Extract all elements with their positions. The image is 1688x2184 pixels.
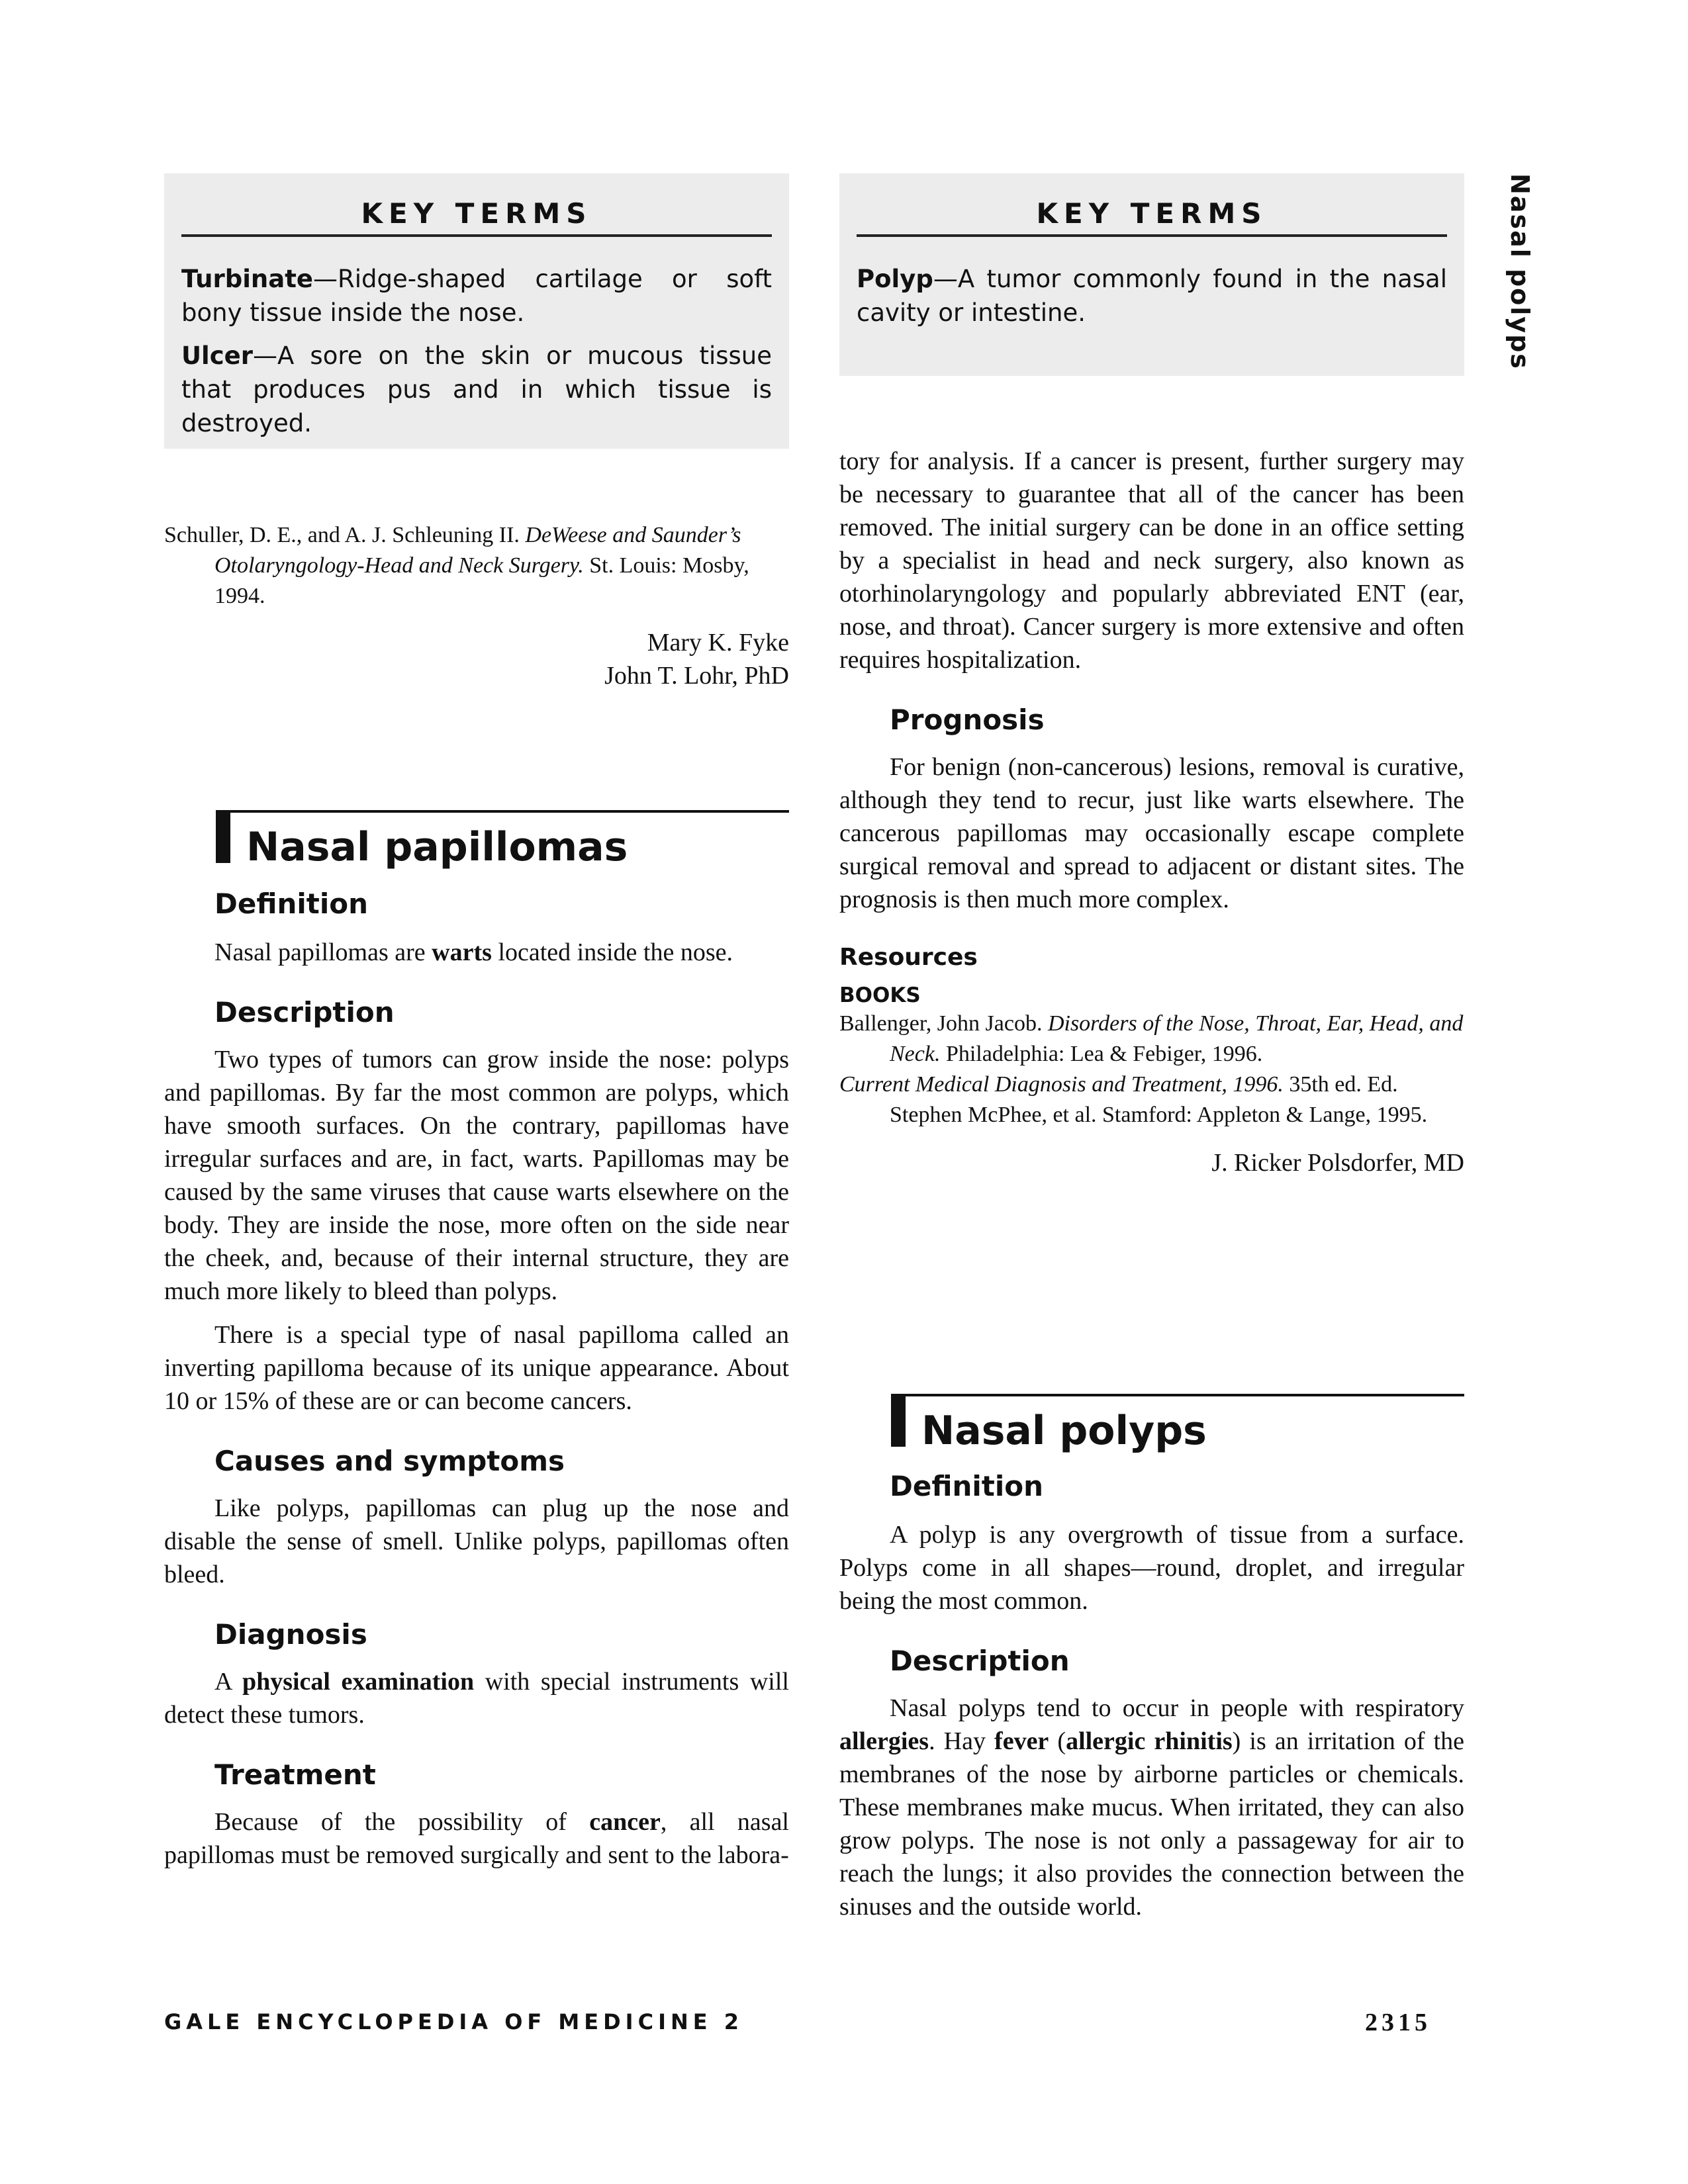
papillomas-body bbox=[164, 887, 789, 1872]
treatment-text: Because of the possibility of cancer, all nasal papillomas must be removed surgically and sent to the labora- bbox=[164, 1808, 789, 1869]
side-tab: Nasal polyps bbox=[1505, 173, 1534, 370]
book-ballenger: Ballenger, John Jacob. Disorders of the Nose, Throat, Ear, Head, and Neck. Philadelphia: Lea & Febiger, 1996. bbox=[839, 1011, 1464, 1066]
entry-title: Nasal papillomas bbox=[246, 824, 628, 870]
entry-title: Nasal polyps bbox=[921, 1408, 1207, 1454]
definition-text: Nasal papillomas are warts located inside the nose. bbox=[214, 938, 733, 966]
definition-heading: Definition bbox=[890, 1470, 1044, 1502]
book-current-medical: Current Medical Diagnosis and Treatment, 1996. 35th ed. Ed. Stephen McPhee, et al. Stamford: Appleton & Lange, 1995. bbox=[839, 1072, 1428, 1127]
treatment-continued: tory for analysis. If a cancer is present, further surgery may be necessary to guarantee that all of the cancer has been removed. The initial surgery can be done in an office setting by a specialist in head and neck surgery, also known as otorhinolaryngology and popularly abbreviated ENT (ear, nose, and throat). Cancer surgery is more extensive and often requires hospitalization. bbox=[839, 447, 1464, 674]
signature-1: Mary K. Fyke bbox=[647, 629, 789, 657]
key-terms-title: KEY TERMS bbox=[857, 200, 1447, 237]
treatment-heading: Treatment bbox=[214, 1758, 376, 1791]
definition-text: A polyp is any overgrowth of tissue from a surface. Polyps come in all shapes—round, droplet, and irregular being the most common. bbox=[839, 1521, 1464, 1615]
key-terms-box-right bbox=[839, 173, 1464, 376]
definition-heading: Definition bbox=[214, 887, 369, 920]
entry-header-polyps bbox=[891, 1394, 1464, 1460]
key-terms-title: KEY TERMS bbox=[181, 200, 772, 237]
books-heading: BOOKS bbox=[839, 983, 921, 1007]
description-text: Nasal polyps tend to occur in people with respiratory allergies. Hay fever (allergic rhinitis) is an irritation of the membranes of the nose by airborne particles or chemicals. These membranes make mucus. When irritated, they can also grow polyps. The nose is not only a passageway for air to reach the lungs; it also provides the connection between the sinuses and the outside world. bbox=[839, 1694, 1464, 1921]
prognosis-text: For benign (non-cancerous) lesions, removal is curative, although they tend to recur, just like warts elsewhere. The cancerous papillomas may occasionally escape complete surgical removal and spread to adjacent or distant sites. The prognosis is then much more complex. bbox=[839, 753, 1464, 913]
resources-heading: Resources bbox=[839, 944, 978, 971]
description-paragraph-2: There is a special type of nasal papilloma called an inverting papilloma because of its unique appearance. About 10 or 15% of these are or can become cancers. bbox=[164, 1321, 789, 1415]
diagnosis-heading: Diagnosis bbox=[214, 1618, 367, 1651]
key-term-turbinate: Turbinate—Ridge-shaped cartilage or soft bony tissue inside the nose. bbox=[181, 265, 772, 327]
reference-schuller: Schuller, D. E., and A. J. Schleuning II. DeWeese and Saunder’s Otolaryngology-Head and Neck Surgery. St. Louis: Mosby, 1994. bbox=[164, 523, 749, 608]
diagnosis-text: A physical examination with special instruments will detect these tumors. bbox=[164, 1668, 789, 1729]
causes-heading: Causes and symptoms bbox=[214, 1445, 565, 1477]
causes-text: Like polyps, papillomas can plug up the nose and disable the sense of smell. Unlike polyps, papillomas often bleed. bbox=[164, 1494, 789, 1588]
entry-header-papillomas bbox=[216, 810, 789, 876]
signature-2: John T. Lohr, PhD bbox=[604, 662, 789, 690]
key-term-ulcer: Ulcer—A sore on the skin or mucous tissue that produces pus and in which tissue is destroyed. bbox=[181, 341, 772, 437]
footer-publication: GALE ENCYCLOPEDIA OF MEDICINE 2 bbox=[164, 2009, 744, 2034]
description-heading: Description bbox=[890, 1645, 1070, 1677]
polyps-body bbox=[839, 1469, 1464, 1923]
description-heading: Description bbox=[214, 996, 395, 1028]
footer-page-number: 2315 bbox=[1365, 2009, 1431, 2036]
prev-entry-resources bbox=[164, 520, 789, 692]
description-paragraph-1: Two types of tumors can grow inside the nose: polyps and papillomas. By far the most common are polyps, which have smooth surfaces. On the contrary, papillomas have irregular surfaces and are, in fact, warts. Papillomas may be caused by the same viruses that cause warts elsewhere on the body. They are inside the nose, more often on the side near the cheek, and, because of their internal structure, they are much more likely to bleed than polyps. bbox=[164, 1046, 789, 1305]
papillomas-body-continued bbox=[839, 445, 1464, 1179]
key-terms-box-left bbox=[164, 173, 789, 449]
key-term-polyp: Polyp—A tumor commonly found in the nasal cavity or intestine. bbox=[857, 265, 1447, 327]
prognosis-heading: Prognosis bbox=[890, 704, 1045, 736]
signature-polsdorfer: J. Ricker Polsdorfer, MD bbox=[1211, 1149, 1464, 1177]
